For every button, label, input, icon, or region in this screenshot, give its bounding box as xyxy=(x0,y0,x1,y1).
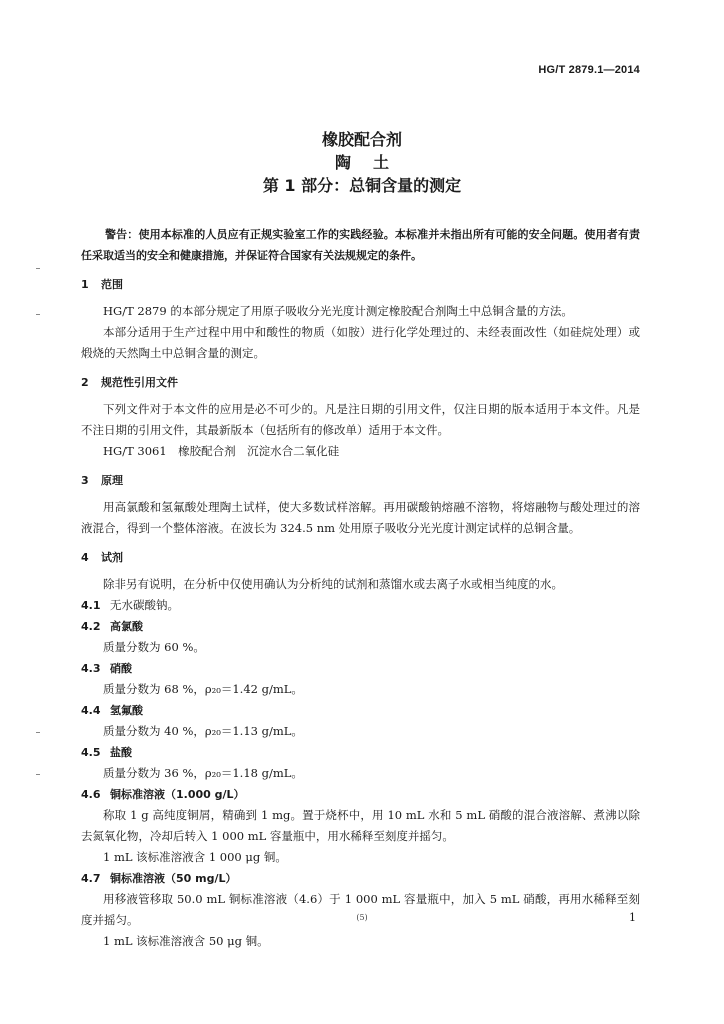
paragraph: 本部分适用于生产过程中用中和酸性的物质（如胺）进行化学处理过的、未经表面改性（如硅烷处理）或煅烧的天然陶土中总铜含量的测定。 xyxy=(81,325,640,360)
clause-4-3 xyxy=(81,658,640,679)
section-number: 1 xyxy=(81,278,89,291)
clause-description: 质量分数为 40 %，ρ₂₀＝1.13 g/mL。 xyxy=(103,724,303,738)
section-number: 4 xyxy=(81,551,89,564)
clause-number: 4.2 xyxy=(81,620,101,633)
clause-4-1 xyxy=(81,595,640,616)
clause-number: 4.6 xyxy=(81,788,101,801)
clause-title: 铜标准溶液（50 mg/L） xyxy=(110,872,237,885)
section-title: 原理 xyxy=(101,474,123,487)
section-title: 试剂 xyxy=(101,551,123,564)
document-title xyxy=(0,128,724,197)
standard-code: HG/T 2879.1—2014 xyxy=(538,64,640,76)
section-heading-reagents xyxy=(81,548,640,568)
clause-number: 4.5 xyxy=(81,746,101,759)
clause-number: 4.4 xyxy=(81,704,101,717)
scan-mark xyxy=(36,774,40,775)
clause-title: 氢氟酸 xyxy=(110,704,143,717)
clause-number: 4.1 xyxy=(81,599,101,612)
clause-description: 质量分数为 68 %，ρ₂₀＝1.42 g/mL。 xyxy=(103,682,303,696)
page-number: 1 xyxy=(629,911,636,924)
scan-mark xyxy=(36,314,40,315)
clause-title: 盐酸 xyxy=(110,746,132,759)
warning-paragraph: 警告：使用本标准的人员应有正规实验室工作的实践经验。本标准并未指出所有可能的安全问题。使用者有责任采取适当的安全和健康措施，并保证符合国家有关法规规定的条件。 xyxy=(81,228,640,262)
clause-4-2 xyxy=(81,616,640,637)
clause-4-7 xyxy=(81,868,640,889)
section-heading-scope xyxy=(81,275,640,295)
title-line-2: 陶土 xyxy=(334,153,411,172)
clause-description: 质量分数为 36 %，ρ₂₀＝1.18 g/mL。 xyxy=(103,766,303,780)
section-number: 2 xyxy=(81,376,89,389)
footer-sequence: (5) xyxy=(356,913,368,922)
reference-entry: HG/T 3061 橡胶配合剂 沉淀水合二氧化硅 xyxy=(103,444,340,458)
paragraph: 1 mL 该标准溶液含 50 μg 铜。 xyxy=(103,934,269,948)
scan-mark xyxy=(36,268,40,269)
paragraph: 用高氯酸和氢氟酸处理陶土试样，使大多数试样溶解。再用碳酸钠熔融不溶物，将熔融物与酸处理过的溶液混合，得到一个整体溶液。在波长为 324.5 nm 处用原子吸收分光光度计测定试样的总铜含量。 xyxy=(81,500,640,535)
clause-title: 高氯酸 xyxy=(110,620,143,633)
clause-text: 无水碳酸钠。 xyxy=(110,598,179,612)
paragraph: 称取 1 g 高纯度铜屑，精确到 1 mg。置于烧杯中，用 10 mL 水和 5 mL 硝酸的混合液溶解、煮沸以除去氮氧化物，冷却后转入 1 000 mL 容量瓶中，用水稀释至刻度并摇匀。 xyxy=(81,808,640,843)
scan-mark xyxy=(36,732,40,733)
paragraph: 下列文件对于本文件的应用是必不可少的。凡是注日期的引用文件，仅注日期的版本适用于本文件。凡是不注日期的引用文件，其最新版本（包括所有的修改单）适用于本文件。 xyxy=(81,402,640,437)
title-line-3: 第 1 部分：总铜含量的测定 xyxy=(262,176,462,195)
section-title: 范围 xyxy=(101,278,123,291)
section-heading-references xyxy=(81,373,640,393)
clause-number: 4.7 xyxy=(81,872,101,885)
paragraph: HG/T 2879 的本部分规定了用原子吸收分光光度计测定橡胶配合剂陶土中总铜含量的方法。 xyxy=(103,304,573,318)
clause-4-5 xyxy=(81,742,640,763)
title-line-1: 橡胶配合剂 xyxy=(321,130,402,149)
clause-4-6 xyxy=(81,784,640,805)
clause-description: 质量分数为 60 %。 xyxy=(103,640,205,654)
clause-4-4 xyxy=(81,700,640,721)
paragraph: 1 mL 该标准溶液含 1 000 μg 铜。 xyxy=(103,850,287,864)
paragraph: 用移液管移取 50.0 mL 铜标准溶液（4.6）于 1 000 mL 容量瓶中，加入 5 mL 硝酸，再用水稀释至刻度并摇匀。 xyxy=(81,892,640,927)
section-heading-principle xyxy=(81,471,640,491)
section-title: 规范性引用文件 xyxy=(101,376,178,389)
clause-title: 铜标准溶液（1.000 g/L） xyxy=(110,788,245,801)
paragraph: 除非另有说明，在分析中仅使用确认为分析纯的试剂和蒸馏水或去离子水或相当纯度的水。 xyxy=(103,577,563,591)
document-body xyxy=(81,224,640,952)
clause-number: 4.3 xyxy=(81,662,101,675)
section-number: 3 xyxy=(81,474,89,487)
clause-title: 硝酸 xyxy=(110,662,132,675)
